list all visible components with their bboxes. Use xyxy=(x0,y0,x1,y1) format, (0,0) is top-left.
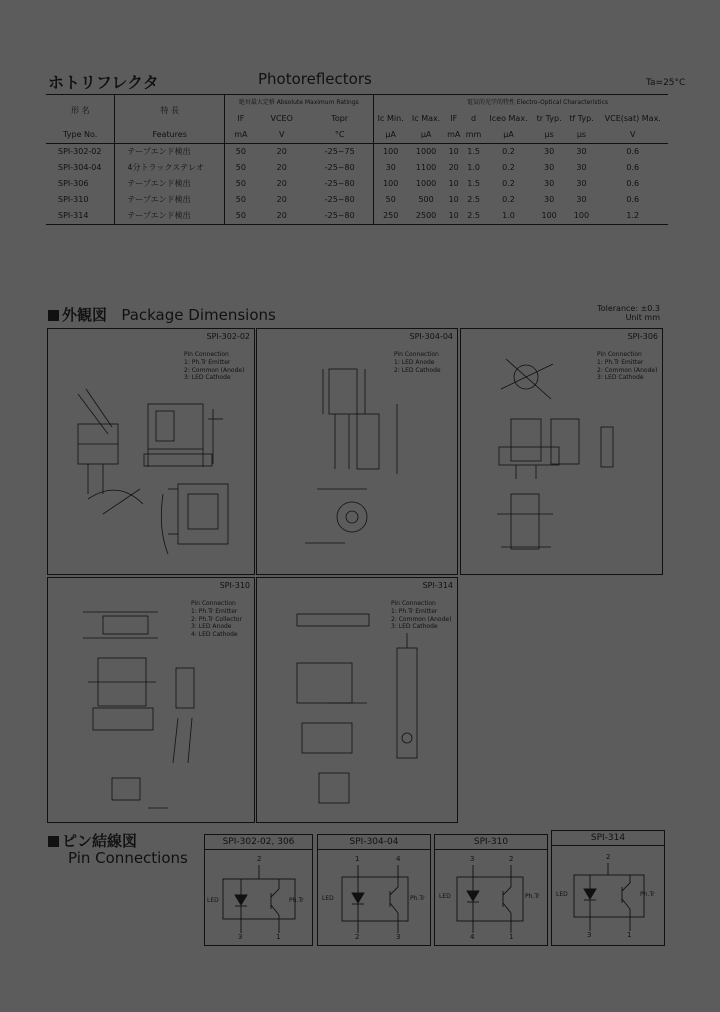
param: Iceo Max. xyxy=(489,114,528,123)
spec-cell-value: 1.5 xyxy=(467,147,480,156)
spec-cell-value: 100 xyxy=(573,211,590,220)
circuit-spi-304-04 xyxy=(317,834,431,946)
spec-cell-value: 1.2 xyxy=(626,211,640,220)
col-feature-en: Features xyxy=(115,127,225,144)
panel-title: SPI-302-02 xyxy=(206,332,250,341)
spec-cell-value: 10 xyxy=(448,147,459,156)
unit: mA xyxy=(447,130,461,139)
spec-cell-value: 100 xyxy=(541,211,557,220)
pin-number: 2 xyxy=(257,855,262,863)
spec-cell-value: -25~80 xyxy=(307,192,373,208)
spec-cell-value: -25~80 xyxy=(307,208,373,225)
circuit-diagram xyxy=(435,835,547,945)
phtr-label: Ph.Tr xyxy=(410,895,425,902)
phtr-label: Ph.Tr xyxy=(525,893,540,900)
spec-cell-value: 0.2 xyxy=(502,147,515,156)
package-drawing xyxy=(257,329,457,574)
spec-row xyxy=(46,176,668,192)
spec-row xyxy=(46,192,668,208)
spec-cell-value: 2.5 xyxy=(467,195,480,204)
spec-cell-value: 30 xyxy=(544,163,555,172)
spec-cell-value: 20 xyxy=(276,163,287,172)
group-electro-optical: 電気的光学的特性 Electro-Optical Characteristics xyxy=(466,99,608,106)
spec-cell-value: 30 xyxy=(576,163,587,172)
spec-cell-value: 0.2 xyxy=(502,179,515,188)
spec-cell-value: 0.6 xyxy=(626,195,640,204)
param: IF xyxy=(237,114,245,123)
pin-number: 1 xyxy=(627,931,632,939)
spec-cell-value: 1100 xyxy=(415,163,437,172)
spec-cell-value: 1000 xyxy=(415,179,437,188)
spec-cell-value: 30 xyxy=(544,179,555,188)
unit: V xyxy=(630,130,636,139)
circuit-diagram xyxy=(318,835,430,945)
spec-cell-value: 50 xyxy=(235,211,246,220)
col-model-en: Type No. xyxy=(46,127,115,144)
package-panel-spi-304-04 xyxy=(256,328,458,575)
circuit-diagram xyxy=(205,835,312,945)
pin-section-subtitle: Pin Connections xyxy=(68,849,188,867)
spec-cell-value: 30 xyxy=(544,195,555,204)
col-feature-jp: 特 長 xyxy=(115,95,225,128)
pin-number: 2 xyxy=(606,853,611,861)
param: tr Typ. xyxy=(536,114,562,123)
group-absolute: 絶対最大定格 Absolute Maximum Ratings xyxy=(224,95,373,112)
led-label: LED xyxy=(556,891,568,898)
spec-cell-value: 1000 xyxy=(415,147,437,156)
pin-number: 3 xyxy=(238,933,243,941)
spec-cell-model: SPI-306 xyxy=(46,176,115,192)
title-japanese: ホトリフレクタ xyxy=(48,73,159,92)
spec-row xyxy=(46,160,668,176)
param: Topr xyxy=(307,111,373,127)
spec-cell-value: 30 xyxy=(385,163,396,172)
package-panel-spi-310 xyxy=(47,577,255,823)
spec-cell-feature: テープエンド検出 xyxy=(115,144,225,161)
param: tf Typ. xyxy=(569,114,594,123)
spec-cell-value: 20 xyxy=(448,163,459,172)
circuit-title: SPI-314 xyxy=(552,831,664,846)
unit: μA xyxy=(420,130,432,139)
circuit-spi-302-306 xyxy=(204,834,313,946)
spec-cell-value: 50 xyxy=(235,163,246,172)
package-section-title: 外観図 Package Dimensions xyxy=(48,304,276,325)
pin-legend: Pin Connection 1: Ph.Tr Emitter 2: Ph.Tr Collector 3: LED Anode 4: LED Cathode xyxy=(191,600,242,639)
param: IF xyxy=(450,114,458,123)
package-panel-spi-306 xyxy=(460,328,663,575)
pin-number: 1 xyxy=(355,855,360,863)
spec-cell-value: 30 xyxy=(576,179,587,188)
pin-number: 2 xyxy=(355,933,360,941)
spec-cell-value: 0.6 xyxy=(626,179,640,188)
param: Ic Min. xyxy=(377,114,404,123)
circuit-diagram xyxy=(552,831,664,945)
spec-table xyxy=(46,94,668,225)
spec-cell-value: 30 xyxy=(576,195,587,204)
pin-legend: Pin Connection 1: Ph.Tr Emitter 2: Common (Anode) 3: LED Cathode xyxy=(391,600,452,631)
spec-cell-value: 20 xyxy=(276,147,287,156)
pin-legend: Pin Connection 1: Ph.Tr Emitter 2: Common (Anode) 3: LED Cathode xyxy=(597,351,658,382)
unit: μA xyxy=(385,130,396,139)
spec-cell-value: 10 xyxy=(448,211,459,220)
spec-cell-value: -25~75 xyxy=(307,144,373,161)
spec-cell-value: -25~80 xyxy=(307,160,373,176)
spec-cell-model: SPI-314 xyxy=(46,208,115,225)
title-english: Photoreflectors xyxy=(258,70,372,88)
param: VCE(sat) Max. xyxy=(604,114,661,123)
spec-cell-value: 50 xyxy=(385,195,396,204)
package-drawing xyxy=(48,578,254,822)
spec-cell-value: 0.6 xyxy=(626,163,640,172)
package-panel-spi-302-02 xyxy=(47,328,255,575)
panel-title: SPI-306 xyxy=(627,332,658,341)
panel-title: SPI-304-04 xyxy=(409,332,453,341)
pin-legend: Pin Connection 1: Ph.Tr Emitter 2: Common (Anode) 3: LED Cathode xyxy=(184,351,245,382)
led-label: LED xyxy=(207,897,219,904)
phtr-label: Ph.Tr xyxy=(640,891,655,898)
spec-cell-value: 20 xyxy=(276,211,287,220)
spec-cell-value: 10 xyxy=(448,195,459,204)
unit: μs xyxy=(544,130,554,139)
spec-cell-value: 500 xyxy=(418,195,434,204)
unit: mA xyxy=(234,130,248,139)
tolerance-note: Tolerance: ±0.3 Unit mm xyxy=(597,304,660,323)
spec-cell-value: 1.0 xyxy=(467,163,480,172)
ambient-temperature: Ta=25°C xyxy=(646,78,686,88)
pin-legend: Pin Connection 1: LED Anode 2: LED Cathode xyxy=(394,351,441,374)
unit: V xyxy=(278,130,285,139)
pin-number: 3 xyxy=(396,933,401,941)
spec-cell-value: 20 xyxy=(276,195,287,204)
led-label: LED xyxy=(322,895,334,902)
spec-cell-value: 1.5 xyxy=(467,179,480,188)
spec-cell-value: 0.6 xyxy=(626,147,640,156)
spec-row xyxy=(46,208,668,225)
circuit-title: SPI-304-04 xyxy=(318,835,430,850)
spec-cell-value: 0.2 xyxy=(502,195,515,204)
circuit-title: SPI-310 xyxy=(435,835,547,850)
pin-number: 4 xyxy=(396,855,401,863)
led-label: LED xyxy=(439,893,451,900)
pin-number: 2 xyxy=(509,855,514,863)
circuit-spi-314 xyxy=(551,830,665,946)
section-square-icon xyxy=(48,310,59,321)
spec-cell-value: 2.5 xyxy=(467,211,480,220)
package-drawing xyxy=(48,329,254,574)
phtr-label: Ph.Tr xyxy=(289,897,304,904)
spec-cell-value: 50 xyxy=(235,147,246,156)
panel-title: SPI-310 xyxy=(219,581,250,590)
col-model-jp: 形 名 xyxy=(46,95,115,128)
spec-cell-value: 50 xyxy=(235,179,246,188)
section-square-icon xyxy=(48,836,59,847)
pin-number: 1 xyxy=(509,933,514,941)
unit: μs xyxy=(576,130,587,139)
spec-cell-value: 30 xyxy=(576,147,587,156)
param: Ic Max. xyxy=(411,114,441,123)
pin-number: 3 xyxy=(470,855,475,863)
spec-cell-value: 0.2 xyxy=(502,163,515,172)
unit: μA xyxy=(503,130,514,139)
spec-cell-value: 2500 xyxy=(415,211,437,220)
spec-cell-value: 20 xyxy=(276,179,287,188)
pin-number: 1 xyxy=(276,933,281,941)
spec-row xyxy=(46,144,668,161)
param: VCEO xyxy=(270,114,293,123)
spec-cell-value: 30 xyxy=(544,147,555,156)
spec-cell-feature: テープエンド検出 xyxy=(115,192,225,208)
spec-cell-value: 10 xyxy=(448,179,459,188)
circuit-title: SPI-302-02, 306 xyxy=(205,835,312,850)
package-drawing xyxy=(257,578,457,822)
panel-title: SPI-314 xyxy=(422,581,453,590)
spec-cell-value: 50 xyxy=(235,195,246,204)
unit: °C xyxy=(307,127,373,144)
spec-cell-model: SPI-302-02 xyxy=(46,144,115,161)
pin-number: 3 xyxy=(587,931,592,939)
param: d xyxy=(471,114,477,123)
spec-cell-value: 100 xyxy=(383,179,399,188)
spec-cell-feature: 4分トラックステレオ xyxy=(115,160,225,176)
unit: mm xyxy=(465,130,482,139)
spec-cell-model: SPI-304-04 xyxy=(46,160,115,176)
pin-number: 4 xyxy=(470,933,475,941)
spec-cell-feature: テープエンド検出 xyxy=(115,208,225,225)
package-panel-spi-314 xyxy=(256,577,458,823)
spec-cell-feature: テープエンド検出 xyxy=(115,176,225,192)
spec-cell-value: -25~80 xyxy=(307,176,373,192)
circuit-spi-310 xyxy=(434,834,548,946)
package-drawing xyxy=(461,329,662,574)
spec-cell-model: SPI-310 xyxy=(46,192,115,208)
spec-cell-value: 250 xyxy=(383,211,399,220)
spec-cell-value: 1.0 xyxy=(502,211,515,220)
pin-section-title: ピン結線図 xyxy=(48,830,137,851)
spec-cell-value: 100 xyxy=(383,147,399,156)
